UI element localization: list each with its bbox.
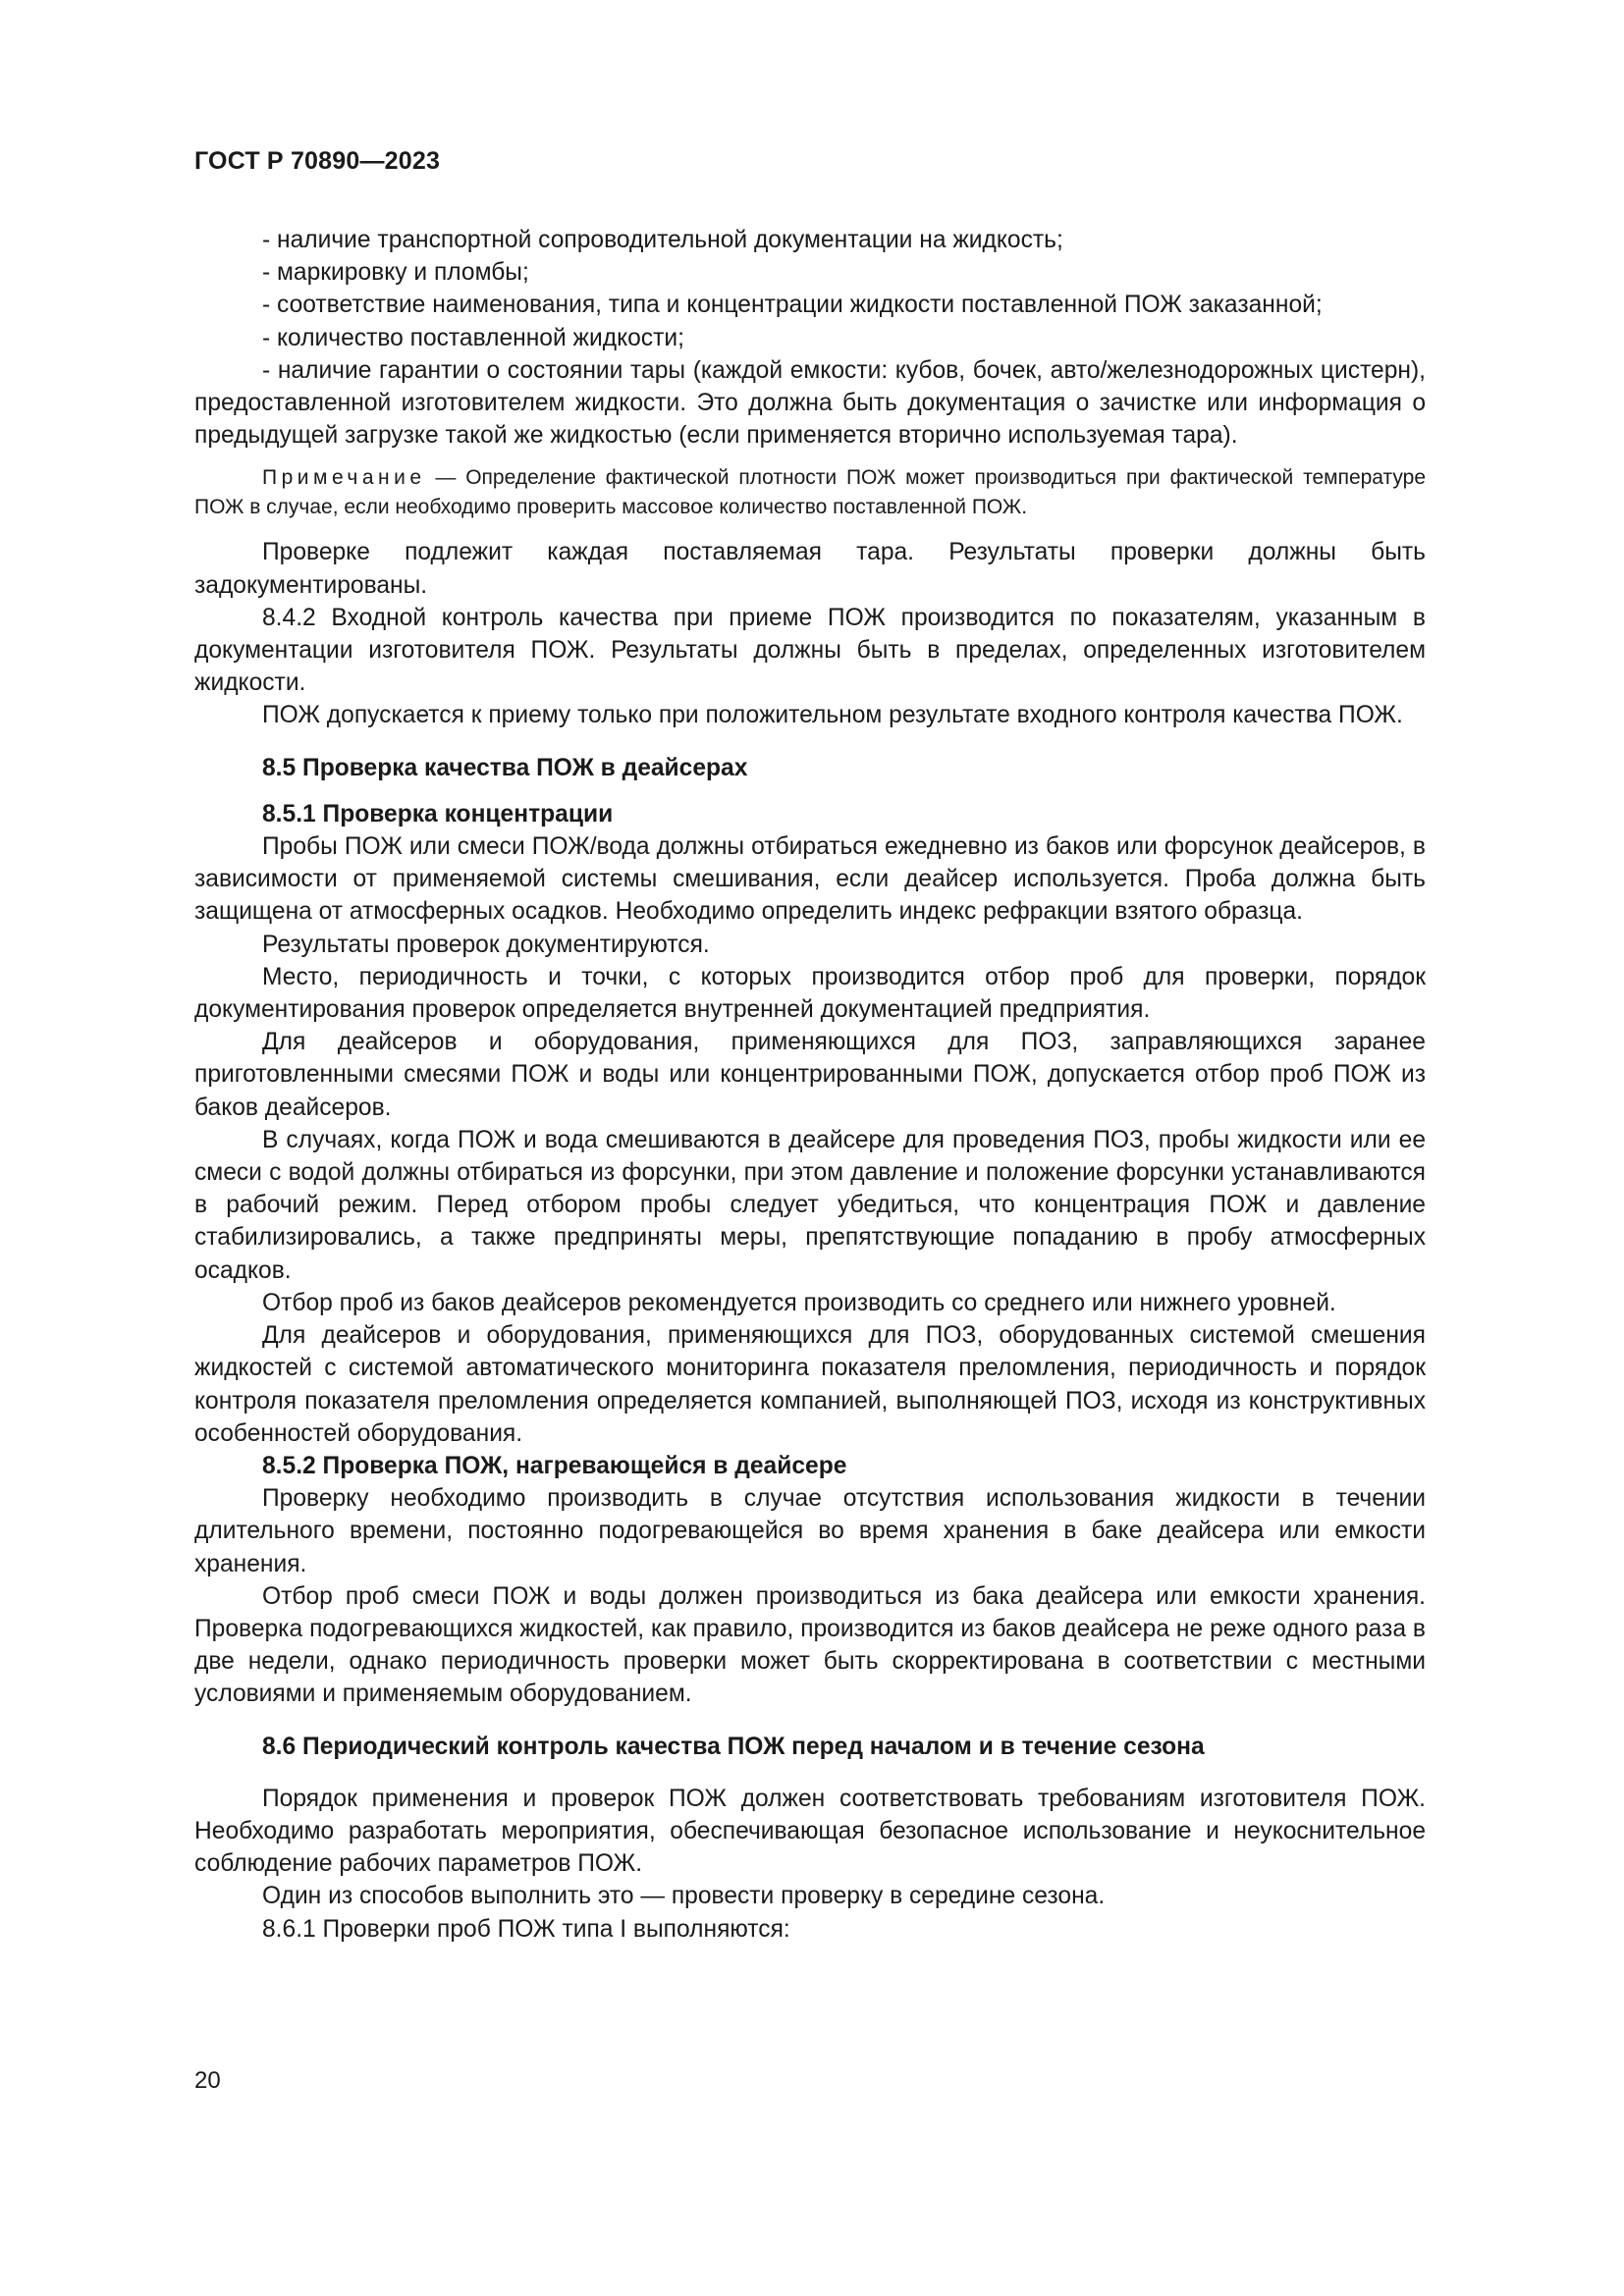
paragraph: Порядок применения и проверок ПОЖ должен соответствовать требованиям изготовителя ПОЖ. Необходимо разработать мероприятия, обеспечивающая безопасное использование и неукоснительное соблюдение рабочих параметров ПОЖ. — [194, 1785, 1426, 1878]
bullet-item: - наличие гарантии о состоянии тары (каждой емкости: кубов, бочек, авто/железнодорожных цистерн), предоставленной изготовителем жидкости. Это должна быть документация о зачистке или информация о предыдущей загрузке такой же жидкостью (если применяется вторично используемая тара). — [194, 356, 1426, 450]
paragraph: Результаты проверок документируются. — [262, 931, 710, 958]
paragraph: ПОЖ допускается к приему только при положительном результате входного контроля качества ПОЖ. — [262, 702, 1403, 729]
paragraph: Отбор проб смеси ПОЖ и воды должен производиться из бака деайсера или емкости хранения. Проверка подогревающихся жидкостей, как правило, производится из баков деайсера не реже одного раза в две недели, однако периодичность проверки может быть скорректирована в соответствии с местными условиями и применяемым оборудованием. — [194, 1582, 1426, 1708]
paragraph: 8.4.2 Входной контроль качества при приеме ПОЖ производится по показателям, указанным в документации изготовителя ПОЖ. Результаты должны быть в пределах, определенных изготовителем жидкости. — [194, 604, 1426, 697]
bullet-item: - количество поставленной жидкости; — [262, 324, 684, 351]
bullet-item: - маркировку и пломбы; — [262, 259, 529, 287]
paragraph: Для деайсеров и оборудования, применяющихся для ПОЗ, оборудованных системой смешения жидкостей с системой автоматического мониторинга показателя преломления, периодичность и порядок контроля показателя преломления определяется компанией, выполняющей ПОЗ, исходя из конструктивных особенностей оборудования. — [194, 1322, 1426, 1447]
paragraph: Для деайсеров и оборудования, применяющихся для ПОЗ, заправляющихся заранее приготовленными смесями ПОЖ и воды или концентрированными ПОЖ, допускается отбор проб ПОЖ из баков деайсеров. — [194, 1029, 1426, 1121]
paragraph: Место, периодичность и точки, с которых производится отбор проб для проверки, порядок документирования проверок определяется внутренней документацией предприятия. — [194, 963, 1426, 1024]
document-header: ГОСТ Р 70890—2023 — [194, 147, 441, 175]
paragraph: 8.6.1 Проверки проб ПОЖ типа I выполняются: — [262, 1915, 790, 1943]
page-number: 20 — [194, 2067, 221, 2094]
note-label: Примечание — [262, 466, 426, 490]
paragraph: Один из способов выполнить это — провести проверку в середине сезона. — [262, 1883, 1106, 1910]
paragraph: Пробы ПОЖ или смеси ПОЖ/вода должны отбираться ежедневно из баков или форсунок деайсеров, в зависимости от применяемой системы смешивания, если деайсер используется. Проба должна быть защищена от атмосферных осадков. Необходимо определить индекс рефракции взятого образца. — [194, 833, 1426, 926]
section-heading-8-5: 8.5 Проверка качества ПОЖ в деайсерах — [262, 754, 748, 781]
document-body — [194, 224, 1426, 1946]
subsection-heading-8-5-1: 8.5.1 Проверка концентрации — [262, 800, 614, 828]
note — [194, 463, 1426, 522]
bullet-item: - соответствие наименования, типа и концентрации жидкости поставленной ПОЖ заказанной; — [262, 292, 1323, 319]
bullet-item: - наличие транспортной сопроводительной документации на жидкость; — [262, 227, 1063, 253]
note-text: — Определение фактической плотности ПОЖ может производиться при фактической температуре ПОЖ в случае, если необходимо проверить массовое количество поставленной ПОЖ. — [194, 466, 1426, 519]
section-heading-8-6: 8.6 Периодический контроль качества ПОЖ перед началом и в течение сезона — [262, 1733, 1205, 1760]
paragraph: Проверке подлежит каждая поставляемая тара. Результаты проверки должны быть задокументированы. — [194, 539, 1426, 599]
subsection-heading-8-5-2: 8.5.2 Проверка ПОЖ, нагревающейся в деайсере — [262, 1452, 847, 1479]
paragraph: Отбор проб из баков деайсеров рекомендуется производить со среднего или нижнего уровней. — [262, 1289, 1336, 1316]
paragraph: В случаях, когда ПОЖ и вода смешиваются в деайсере для проведения ПОЗ, пробы жидкости или ее смеси с водой должны отбираться из форсунки, при этом давление и положение форсунки устанавливаются в рабочий режим. Перед отбором пробы следует убедиться, что концентрация ПОЖ и давление стабилизировались, а также предприняты меры, препятствующие попаданию в пробу атмосферных осадков. — [194, 1126, 1426, 1284]
paragraph: Проверку необходимо производить в случае отсутствия использования жидкости в течении длительного времени, постоянно подогревающейся во время хранения в баке деайсера или емкости хранения. — [194, 1485, 1426, 1577]
